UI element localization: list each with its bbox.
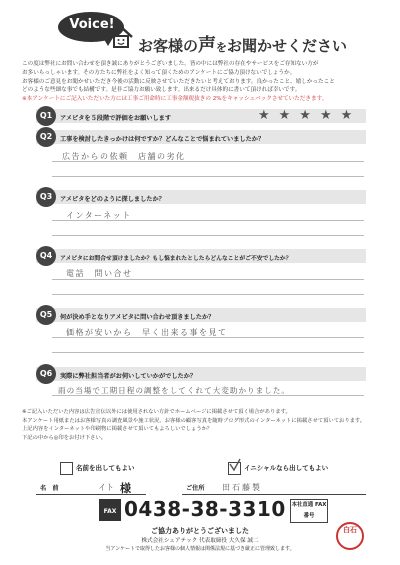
house-icon	[108, 24, 134, 50]
answer-line	[52, 337, 364, 338]
name-suffix: 様	[120, 482, 131, 495]
name-line	[36, 494, 146, 495]
answer-line	[52, 220, 364, 221]
answer-line	[52, 176, 364, 177]
address-label: ご住所	[186, 485, 205, 492]
company-text: 株式会社シェアテック 代表取締役 大久保 誠二	[141, 538, 259, 544]
fax-section-label: 本社直通 FAX番号	[290, 499, 328, 523]
voice-badge: Voice!	[69, 17, 115, 32]
rating-stars: ★★★★★	[258, 108, 362, 123]
q2-answer: 広告からの依頼 店舗の劣化	[62, 152, 186, 161]
fax-label: FAX	[100, 502, 120, 521]
q4-text: アメピタにお問合せ頂けましたか？もし悩まれたとしたらどんなことがご不安でしたか？	[60, 256, 292, 262]
consent-text: ※ご記入いただいた内容は広告宣伝以外には使用されない方針でホームページに掲載させて頂く場合があります。 本アンケート用紙またはお客様写真の調査風景や施工状況、お客様の顧客写真を随時ブログ形式のインターネットに掲載させて頂いております。 上記内容をインターネットや印刷物に掲載させて頂いてもよろしいでしょうか？ 下記の中から◎印をお付け下さい。	[22, 409, 366, 441]
name-label: 名 前	[40, 485, 59, 492]
name-value: イト	[98, 483, 114, 492]
q1-text: アメピタを５段階で評価をお願いします	[60, 115, 172, 122]
answer-line	[52, 294, 364, 295]
address-value: 田石藤製	[222, 483, 262, 492]
approval-stamp: 白石	[336, 522, 364, 550]
q3-answer: インターネット	[66, 211, 132, 220]
q1-badge: Q1	[36, 106, 56, 126]
q3-text: アメピタをどのように探しましたか？	[60, 196, 165, 203]
name-ok-label: 名前を出してもよい	[76, 464, 135, 472]
name-ok-checkbox[interactable]	[60, 462, 73, 475]
answer-line	[52, 161, 364, 162]
q2-badge: Q2	[36, 127, 56, 147]
check-mark-icon	[228, 458, 242, 472]
q6-text: 実際に弊社担当者がお伺いしていかがでしたか？	[60, 373, 197, 380]
answer-line	[52, 352, 364, 353]
intro-text: この度は弊社にお問い合わせを頂き誠にありがとうございました。皆の中には弊社の存在やサービスをご存知ない方が お多いらっしゃいます。その方たちに弊社をよく知って頂くためのアンケートにご協力頂けないでしょうか。 お客様のご意見をお聞かせいただき今後の活動に反映させていただきたいと考えております。良かったこと、嬉しかったこと どのような些細な事でも結構です。是非ご協力お願い致します。出来るだけ具体的に書いて頂ければ幸いです。 ※本アンケートにご記入いただいた方には工事ご用命時に工事金額税抜きの 2%をキャッシュバックさせていただきます。	[22, 60, 378, 104]
q5-badge: Q5	[36, 305, 56, 325]
answer-line	[52, 395, 364, 396]
q4-answer: 電話 問い合せ	[66, 269, 133, 278]
page-title: お客様の声をお聞かせください	[138, 35, 348, 56]
answer-line	[52, 279, 364, 280]
answer-line	[52, 235, 364, 236]
fax-number: 0438-38-3310	[124, 497, 286, 521]
thanks-text: ご協力ありがとうございました	[151, 527, 249, 535]
q3-badge: Q3	[36, 187, 56, 207]
address-line	[182, 494, 366, 495]
cashback-note: ※本アンケートにご記入いただいた方には工事ご用命時に工事金額税抜きの 2%をキャッシュバックさせていただきます。	[22, 96, 328, 103]
privacy-text: 当アンケートで取得したお客様の個人情報は関係法規に基づき厳正に管理致します。	[105, 546, 295, 552]
q6-answer: 雨の当場で工期日程の調整をしてくれて大変助かりました。	[58, 386, 291, 395]
q4-badge: Q4	[36, 246, 56, 266]
q2-text: 工事を検討したきっかけは何ですか？どんなことで悩まれていましたか？	[60, 136, 265, 143]
q5-text: 何が決め手となりアメピタに問い合わせ頂きましたか？	[60, 314, 215, 321]
q5-answer: 価格が安いから 早く出来る事を見て	[66, 328, 228, 337]
q6-badge: Q6	[36, 364, 56, 384]
initial-ok-label: イニシャルなら出してもよい	[244, 464, 329, 472]
